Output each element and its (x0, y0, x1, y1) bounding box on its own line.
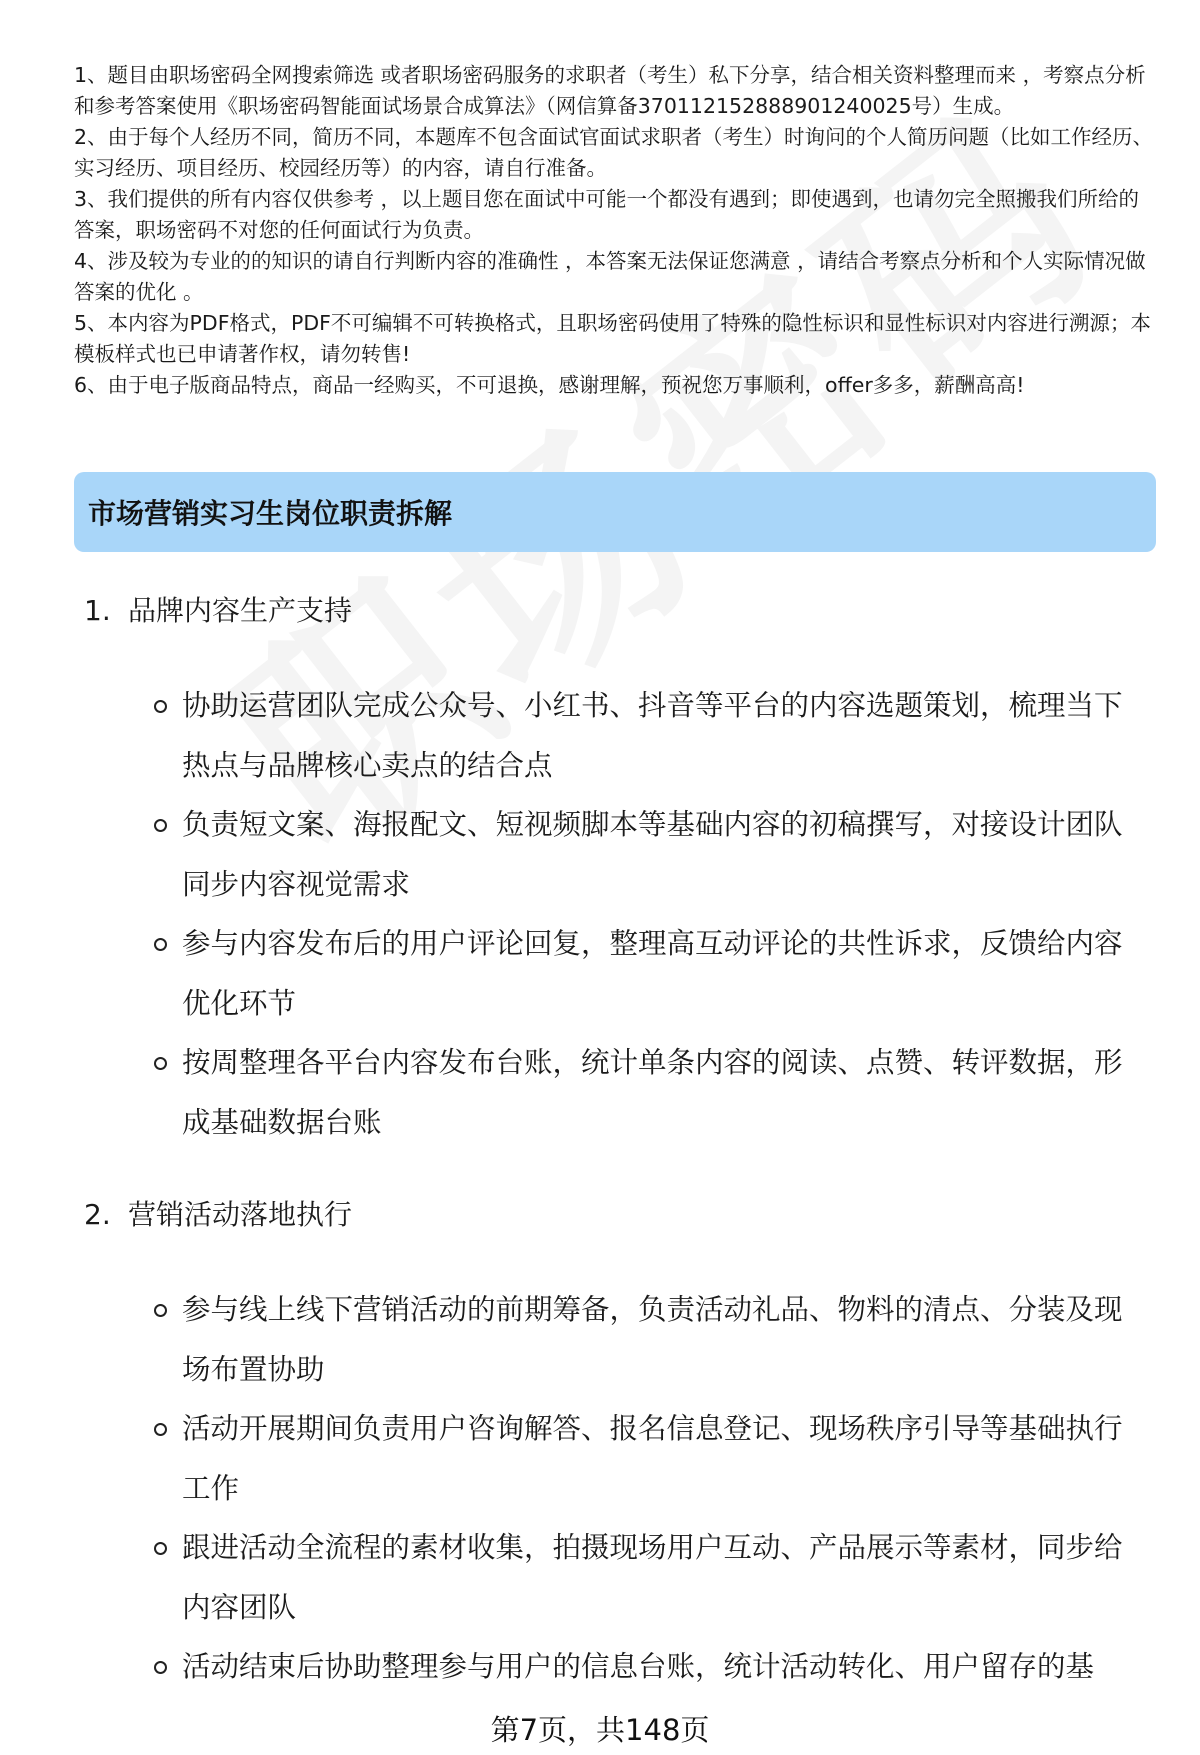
notice-item: 6、由于电子版商品特点，商品一经购买，不可退换，感谢理解，预祝您万事顺利，offer多多，薪酬高高! (74, 373, 1025, 397)
duty-list (84, 1280, 1144, 1697)
list-item (84, 914, 1144, 1033)
duties-content (84, 586, 1144, 1697)
list-item-text: 参与线上线下营销活动的前期筹备，负责活动礼品、物料的清点、分装及现场布置协助 (182, 1293, 1123, 1386)
notice-item: 3、我们提供的所有内容仅供参考 ，以上题目您在面试中可能一个都没有遇到；即使遇到，也请勿完全照搬我们所给的答案，职场密码不对您的任何面试行为负责。 (74, 187, 1140, 242)
list-item-text: 跟进活动全流程的素材收集，拍摄现场用户互动、产品展示等素材，同步给内容团队 (182, 1531, 1123, 1624)
duty-group-label: 品牌内容生产支持 (128, 594, 353, 627)
list-item-text: 活动结束后协助整理参与用户的信息台账，统计活动转化、用户留存的基 (182, 1650, 1095, 1683)
bullet-circle-icon (154, 938, 167, 951)
bullet-circle-icon (154, 819, 167, 832)
bullet-circle-icon (154, 1542, 167, 1555)
list-item-text: 参与内容发布后的用户评论回复，整理高互动评论的共性诉求，反馈给内容优化环节 (182, 927, 1123, 1020)
list-item (84, 795, 1144, 914)
notice-item: 4、涉及较为专业的的知识的请自行判断内容的准确性 ，本答案无法保证您满意 ，请结合考察点分析和个人实际情况做答案的优化 。 (74, 249, 1146, 304)
list-item (84, 1033, 1144, 1152)
notice-item: 2、由于每个人经历不同，简历不同，本题库不包含面试官面试求职者（考生）时询问的个人简历问题（比如工作经历、实习经历、项目经历、校园经历等）的内容，请自行准备。 (74, 125, 1154, 180)
duty-group-label: 营销活动落地执行 (128, 1198, 353, 1231)
duty-group-number: 1. (84, 594, 111, 627)
bullet-circle-icon (154, 1661, 167, 1674)
duty-group (84, 586, 1144, 1152)
bullet-circle-icon (154, 1423, 167, 1436)
bullet-circle-icon (154, 1057, 167, 1070)
list-item-text: 活动开展期间负责用户咨询解答、报名信息登记、现场秩序引导等基础执行工作 (182, 1412, 1123, 1505)
list-item (84, 1518, 1144, 1637)
bullet-circle-icon (154, 700, 167, 713)
duty-group-number: 2. (84, 1198, 111, 1231)
list-item (84, 1399, 1144, 1518)
notice-block (74, 60, 1154, 401)
section-header (74, 472, 1156, 552)
list-item-text: 按周整理各平台内容发布台账，统计单条内容的阅读、点赞、转评数据，形成基础数据台账 (182, 1046, 1123, 1139)
list-item (84, 676, 1144, 795)
bullet-circle-icon (154, 1304, 167, 1317)
section-title: 市场营销实习生岗位职责拆解 (88, 497, 453, 530)
list-item (84, 1637, 1144, 1697)
notice-item: 1、题目由职场密码全网搜索筛选 或者职场密码服务的求职者（考生）私下分享，结合相关资料整理而来 ，考察点分析和参考答案使用《职场密码智能面试场景合成算法》（网信算备370112152888901240025号）生成。 (74, 63, 1146, 118)
list-item (84, 1280, 1144, 1399)
list-item-text: 负责短文案、海报配文、短视频脚本等基础内容的初稿撰写，对接设计团队同步内容视觉需求 (182, 808, 1123, 901)
notice-item: 5、本内容为PDF格式，PDF不可编辑不可转换格式，且职场密码使用了特殊的隐性标识和显性标识对内容进行溯源；本模板样式也已申请著作权，请勿转售! (74, 311, 1151, 366)
duty-group (84, 1190, 1144, 1697)
page-number: 第7页，共148页 (490, 1713, 710, 1747)
list-item-text: 协助运营团队完成公众号、小红书、抖音等平台的内容选题策划，梳理当下热点与品牌核心卖点的结合点 (182, 689, 1123, 782)
duty-group-title (84, 1190, 1144, 1240)
duty-group-title (84, 586, 1144, 636)
duty-list (84, 676, 1144, 1152)
